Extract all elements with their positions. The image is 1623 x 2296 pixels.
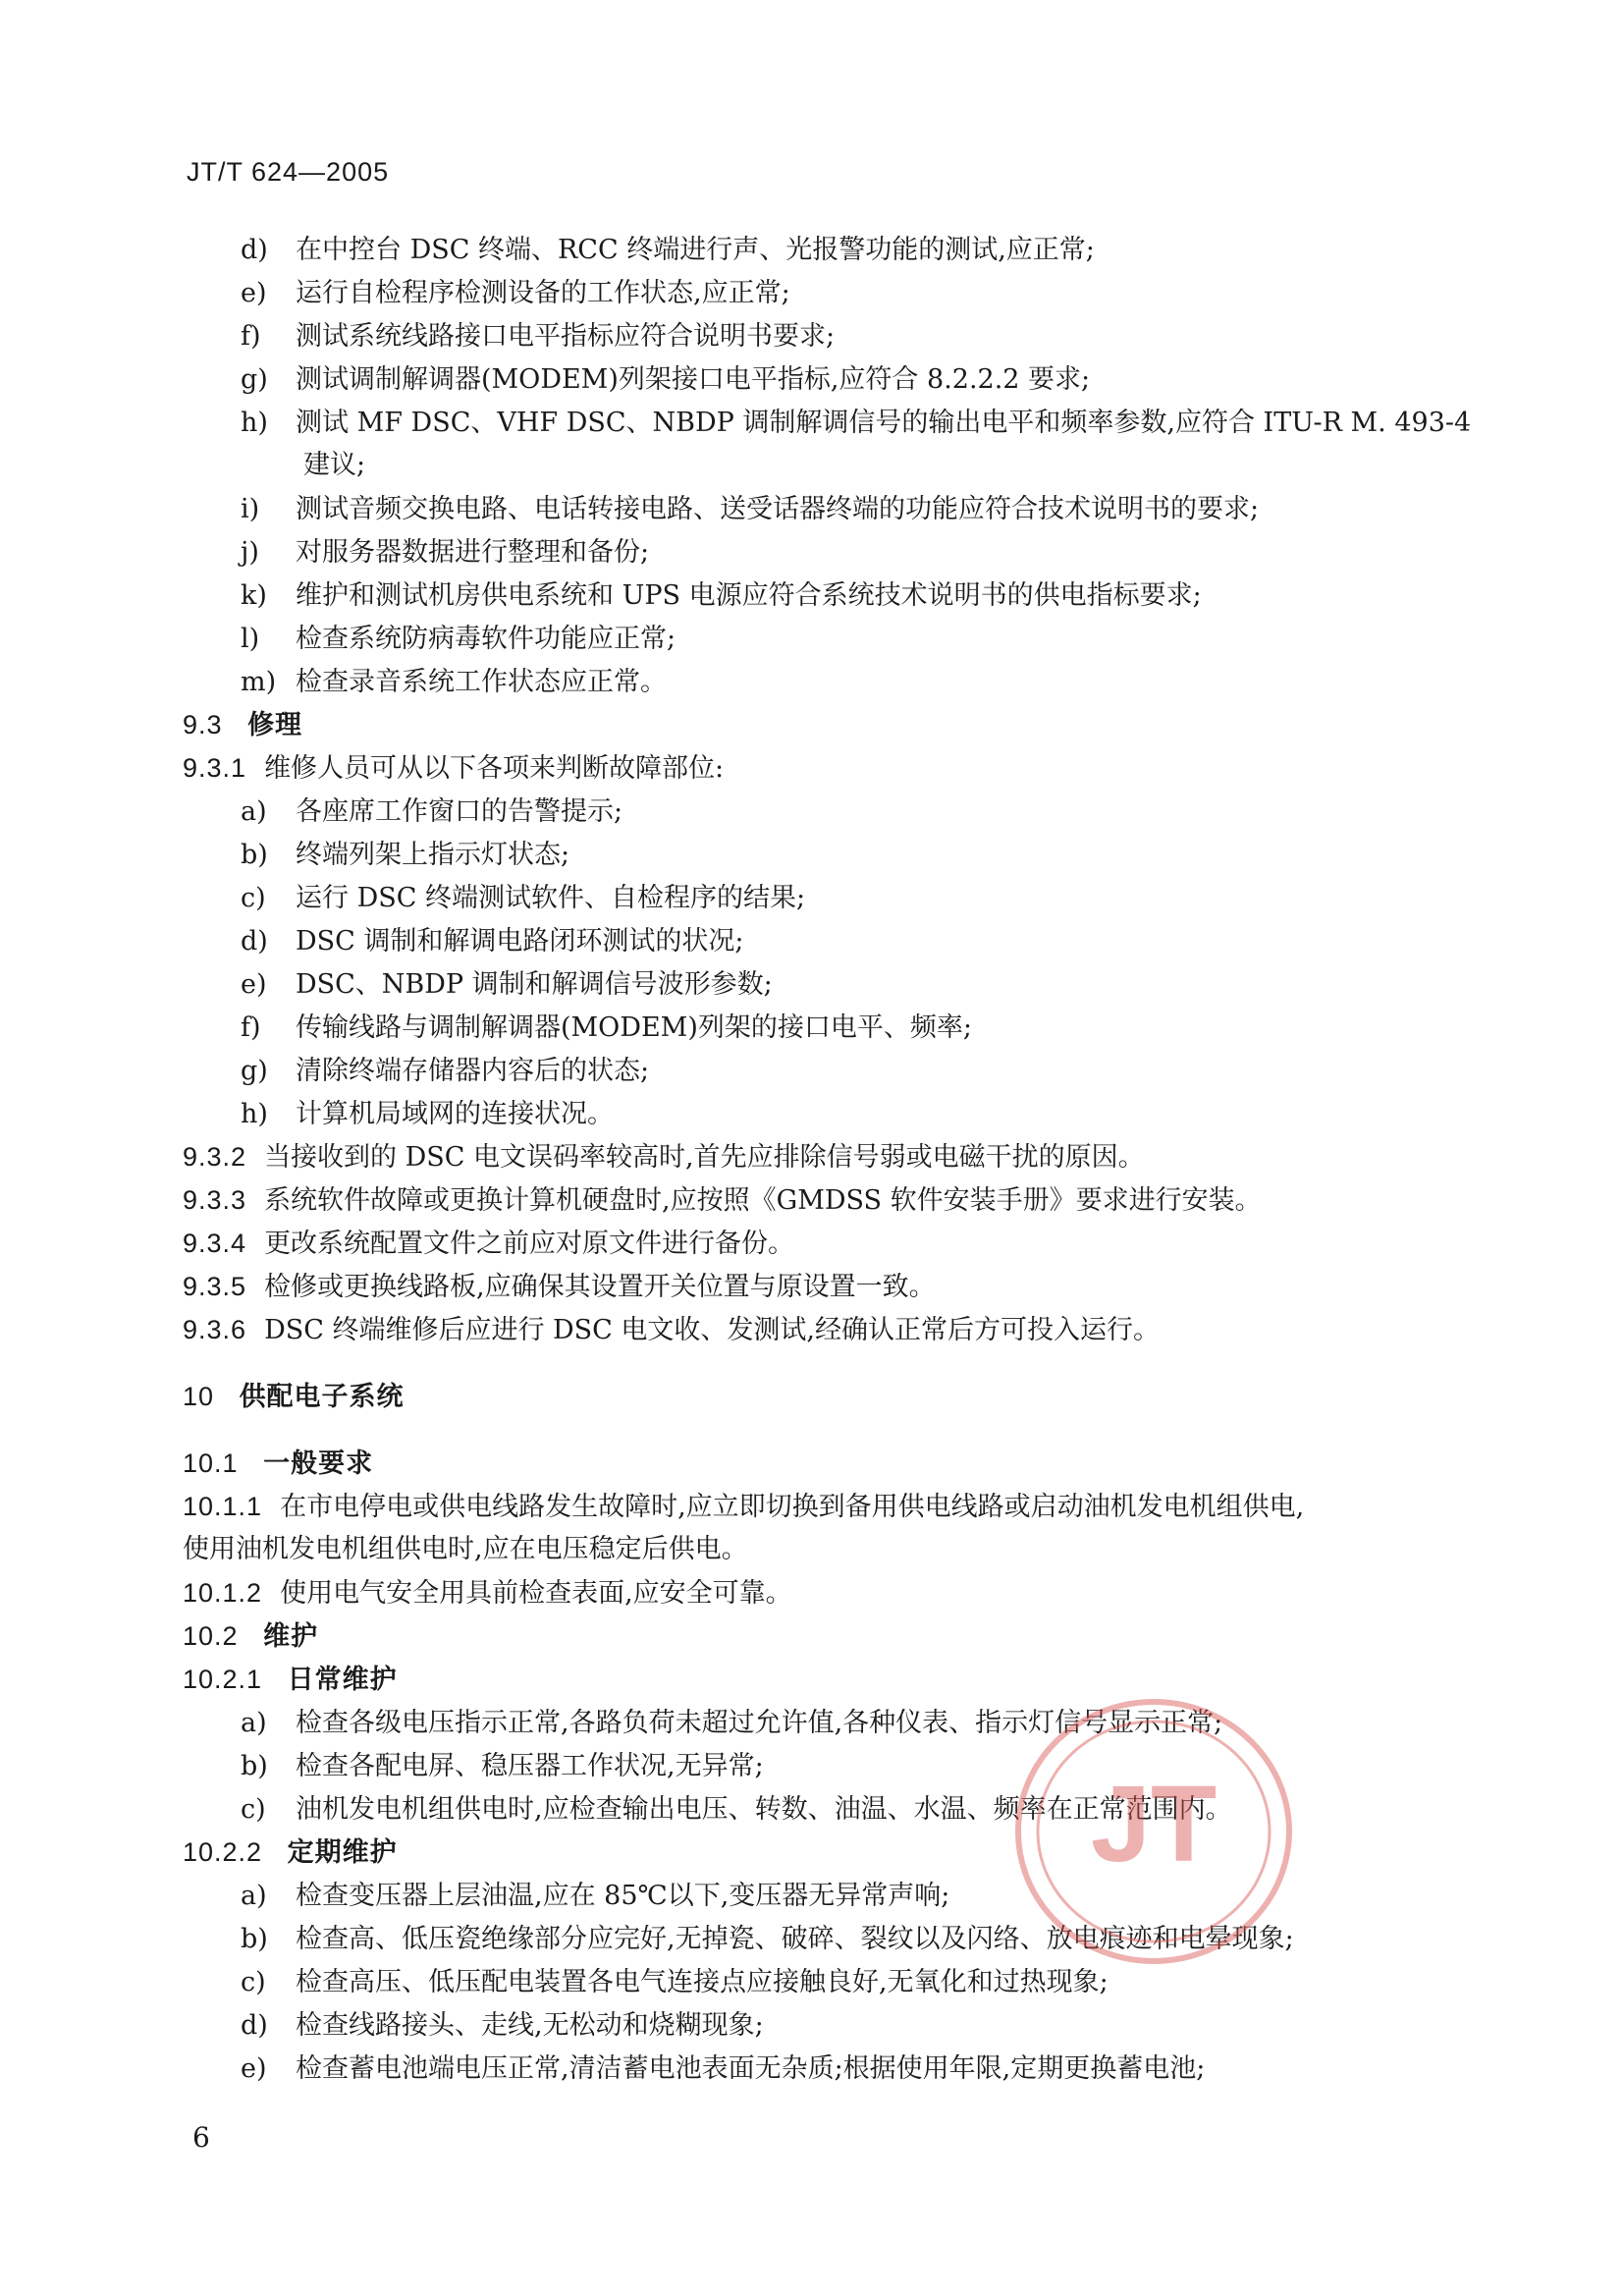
section-heading-9-3: 9.3 修理 xyxy=(183,710,303,739)
list-item: e) DSC、NBDP 调制和解调信号波形参数; xyxy=(241,969,773,1000)
list-item: c) 油机发电机组供电时,应检查输出电压、转数、油温、水温、频率在正常范围内。 xyxy=(241,1794,1232,1825)
clause-9-3-1: 9.3.1 维修人员可从以下各项来判断故障部位: xyxy=(183,753,725,784)
list-item: b) 检查各配电屏、稳压器工作状况,无异常; xyxy=(241,1751,764,1781)
list-item: b) 终端列架上指示灯状态; xyxy=(241,840,570,870)
clause-10-1-1: 10.1.1 在市电停电或供电线路发生故障时,应立即切换到备用供电线路或启动油机发电机组供电, xyxy=(183,1492,1305,1522)
list-item-continuation: 建议; xyxy=(303,450,366,480)
section-heading-10-2: 10.2 维护 xyxy=(183,1621,319,1651)
section-heading-10: 10 供配电子系统 xyxy=(183,1382,405,1411)
list-item: d) 检查线路接头、走线,无松动和烧糊现象; xyxy=(241,2010,764,2041)
section-heading-10-2-1: 10.2.1 日常维护 xyxy=(183,1665,398,1694)
list-item: g) 清除终端存储器内容后的状态; xyxy=(241,1056,650,1086)
list-item: m) 检查录音系统工作状态应正常。 xyxy=(241,667,667,697)
section-heading-10-2-2: 10.2.2 定期维护 xyxy=(183,1837,398,1867)
list-item: a) 检查各级电压指示正常,各路负荷未超过允许值,各种仪表、指示灯信号显示正常; xyxy=(241,1708,1223,1738)
list-item: c) 检查高压、低压配电装置各电气连接点应接触良好,无氧化和过热现象; xyxy=(241,1967,1109,1997)
page-number: 6 xyxy=(192,2121,210,2154)
section-heading-10-1: 10.1 一般要求 xyxy=(183,1449,374,1478)
list-item: e) 运行自检程序检测设备的工作状态,应正常; xyxy=(241,278,790,308)
clause-9-3-5: 9.3.5 检修或更换线路板,应确保其设置开关位置与原设置一致。 xyxy=(183,1272,936,1302)
list-item: l) 检查系统防病毒软件功能应正常; xyxy=(241,624,676,654)
list-item: a) 检查变压器上层油温,应在 85℃以下,变压器无异常声响; xyxy=(241,1881,950,1911)
svg-text:JT: JT xyxy=(1090,1764,1217,1885)
list-item: a) 各座席工作窗口的告警提示; xyxy=(241,796,623,827)
list-item: h) 测试 MF DSC、VHF DSC、NBDP 调制解调信号的输出电平和频率参数,应符合 ITU-R M. 493-4 xyxy=(241,408,1472,438)
list-item: j) 对服务器数据进行整理和备份; xyxy=(241,537,650,568)
clause-9-3-3: 9.3.3 系统软件故障或更换计算机硬盘时,应按照《GMDSS 软件安装手册》要求进行安装。 xyxy=(183,1185,1262,1216)
list-item: c) 运行 DSC 终端测试软件、自检程序的结果; xyxy=(241,883,806,913)
clause-9-3-2: 9.3.2 当接收到的 DSC 电文误码率较高时,首先应排除信号弱或电磁干扰的原因。 xyxy=(183,1142,1145,1173)
list-item: i) 测试音频交换电路、电话转接电路、送受话器终端的功能应符合技术说明书的要求; xyxy=(241,494,1260,524)
list-item: g) 测试调制解调器(MODEM)列架接口电平指标,应符合 8.2.2.2 要求; xyxy=(241,364,1091,395)
document-code-header: JT/T 624—2005 xyxy=(187,157,390,187)
jt-stamp-watermark xyxy=(1011,1689,1296,1974)
clause-10-1-2: 10.1.2 使用电气安全用具前检查表面,应安全可靠。 xyxy=(183,1578,792,1609)
list-item: d) 在中控台 DSC 终端、RCC 终端进行声、光报警功能的测试,应正常; xyxy=(241,235,1095,265)
list-item: b) 检查高、低压瓷绝缘部分应完好,无掉瓷、破碎、裂纹以及闪络、放电痕迹和电晕现象; xyxy=(241,1924,1294,1954)
list-item: e) 检查蓄电池端电压正常,清洁蓄电池表面无杂质;根据使用年限,定期更换蓄电池; xyxy=(241,2053,1206,2084)
clause-9-3-6: 9.3.6 DSC 终端维修后应进行 DSC 电文收、发测试,经确认正常后方可投入运行。 xyxy=(183,1315,1160,1345)
list-item: k) 维护和测试机房供电系统和 UPS 电源应符合系统技术说明书的供电指标要求; xyxy=(241,580,1202,611)
list-item: h) 计算机局域网的连接状况。 xyxy=(241,1099,614,1129)
list-item: f) 传输线路与调制解调器(MODEM)列架的接口电平、频率; xyxy=(241,1012,972,1043)
list-item: d) DSC 调制和解调电路闭环测试的状况; xyxy=(241,926,744,957)
list-item: f) 测试系统线路接口电平指标应符合说明书要求; xyxy=(241,321,836,352)
clause-9-3-4: 9.3.4 更改系统配置文件之前应对原文件进行备份。 xyxy=(183,1229,795,1259)
clause-10-1-1-continuation: 使用油机发电机组供电时,应在电压稳定后供电。 xyxy=(183,1534,748,1564)
